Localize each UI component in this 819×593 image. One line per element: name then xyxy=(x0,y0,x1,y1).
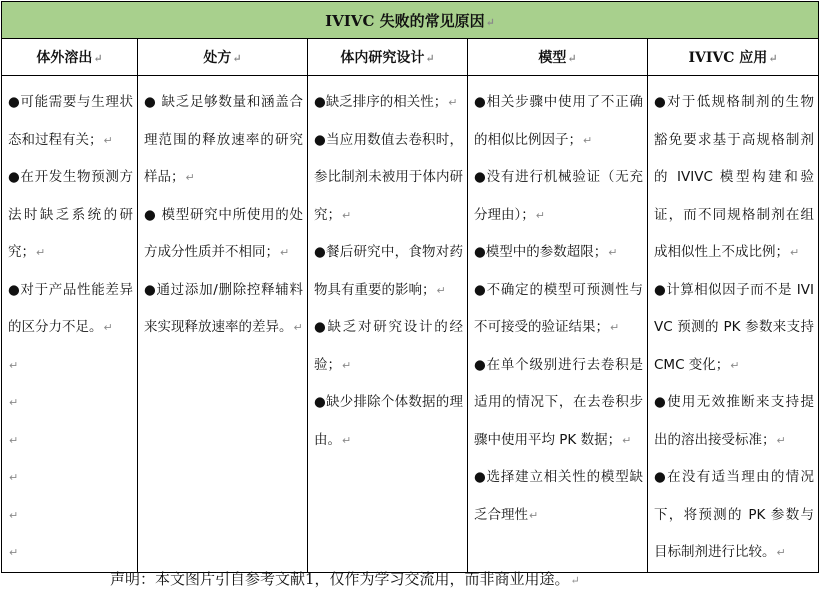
paragraph-mark-icon: ↵ xyxy=(790,246,800,259)
paragraph-mark-icon: ↵ xyxy=(622,433,632,447)
list-item-text: ●可能需要与生理状态和过程有关； xyxy=(8,94,133,148)
paragraph-mark-icon: ↵ xyxy=(9,471,19,484)
column-header-label: 体内研究设计 xyxy=(340,50,425,66)
paragraph-mark-icon: ↵ xyxy=(535,208,545,222)
column-body xyxy=(308,76,468,573)
list-item xyxy=(654,272,814,385)
paragraph-mark-icon: ↵ xyxy=(9,508,19,522)
list-item xyxy=(314,309,463,384)
list-item xyxy=(474,459,643,534)
empty-paragraph xyxy=(8,497,133,535)
paragraph-mark-icon: ↵ xyxy=(567,52,577,65)
table-title: IVIVC 失败的常见原因 xyxy=(325,11,485,30)
list-item-text: ●餐后研究中，食物对药物具有重要的影响； xyxy=(314,244,463,298)
list-item xyxy=(314,384,463,459)
list-item-text: ●对于低规格制剂的生物豁免要求基于高规格制剂的 IVIVC 模型构建和验证，而不同规格制剂在组成相似性上不成比例； xyxy=(654,94,814,260)
list-item-text: ●对于产品性能差异的区分力不足。 xyxy=(8,281,133,335)
column-header xyxy=(308,39,468,76)
footer-text: 声明：本文图片引自参考文献1，仅作为学习交流用，而非商业用途。 xyxy=(110,570,570,588)
paragraph-mark-icon: ↵ xyxy=(232,52,242,65)
paragraph-mark-icon: ↵ xyxy=(425,52,435,65)
paragraph-mark-icon: ↵ xyxy=(570,574,580,587)
paragraph-mark-icon: ↵ xyxy=(103,321,113,334)
list-item-text: ●没有进行机械验证（无充分理由）； xyxy=(474,169,643,223)
list-item-text: ●相关步骤中使用了不正确的相似比例因子； xyxy=(474,94,643,148)
list-item xyxy=(474,159,643,234)
column-header-label: 体外溶出 xyxy=(36,50,93,66)
paragraph-mark-icon: ↵ xyxy=(185,171,195,184)
list-item-text: ●模型中的参数超限； xyxy=(474,244,608,260)
list-item-text: ●缺乏对研究设计的经验； xyxy=(314,319,463,373)
list-item xyxy=(654,384,814,459)
paragraph-mark-icon: ↵ xyxy=(342,358,352,372)
paragraph-mark-icon: ↵ xyxy=(9,546,19,559)
column-body xyxy=(468,76,648,573)
paragraph-mark-icon: ↵ xyxy=(776,546,786,559)
list-item-text: ● 模型研究中所使用的处方成分性质并不相同； xyxy=(144,206,303,260)
footer-disclaimer xyxy=(110,568,580,589)
list-item xyxy=(8,84,133,159)
paragraph-mark-icon: ↵ xyxy=(93,52,103,65)
empty-paragraph xyxy=(8,534,133,572)
list-item xyxy=(144,197,303,272)
list-item xyxy=(474,347,643,460)
column-body xyxy=(2,76,138,573)
empty-paragraph xyxy=(8,384,133,422)
paragraph-mark-icon: ↵ xyxy=(485,15,495,29)
list-item xyxy=(474,234,643,272)
list-item-text: ●在开发生物预测方法时缺乏系统的研究； xyxy=(8,169,133,260)
paragraph-mark-icon: ↵ xyxy=(436,283,446,297)
empty-paragraph xyxy=(8,347,133,385)
paragraph-mark-icon: ↵ xyxy=(293,321,303,334)
paragraph-mark-icon: ↵ xyxy=(342,433,352,447)
list-item xyxy=(144,84,303,197)
column-header-label: 模型 xyxy=(538,50,567,66)
list-item xyxy=(8,272,133,347)
paragraph-mark-icon: ↵ xyxy=(448,96,458,109)
column-header-label: 处方 xyxy=(203,50,232,66)
list-item xyxy=(474,84,643,159)
table-title-cell xyxy=(2,2,819,39)
column-header xyxy=(2,39,138,76)
column-header-label: IVIVC 应用 xyxy=(688,50,768,66)
paragraph-mark-icon: ↵ xyxy=(610,321,620,334)
list-item xyxy=(314,122,463,235)
list-item-text: ●使用无效推断来支持提出的溶出接受标准； xyxy=(654,394,814,448)
header-row xyxy=(2,39,819,76)
column-header xyxy=(648,39,819,76)
list-item-text: ●当应用数值去卷积时，参比制剂未被用于体内研究； xyxy=(314,131,463,223)
list-item-text: ●不确定的模型可预测性与不可接受的验证结果； xyxy=(474,281,643,335)
paragraph-mark-icon: ↵ xyxy=(9,396,19,409)
list-item xyxy=(654,84,814,272)
list-item-text: ●缺少排除个体数据的理由。 xyxy=(314,394,463,448)
ivivc-failure-table xyxy=(1,1,819,573)
empty-paragraph xyxy=(8,422,133,460)
list-item-text: ● 缺乏足够数量和涵盖合理范围的释放速率的研究样品； xyxy=(144,94,303,185)
paragraph-mark-icon: ↵ xyxy=(9,358,19,372)
paragraph-mark-icon: ↵ xyxy=(529,508,539,522)
paragraph-mark-icon: ↵ xyxy=(103,133,113,147)
list-item xyxy=(474,272,643,347)
list-item-text: ●选择建立相关性的模型缺乏合理性 xyxy=(474,469,643,523)
content-row xyxy=(2,76,819,573)
paragraph-mark-icon: ↵ xyxy=(768,52,778,65)
column-header xyxy=(468,39,648,76)
list-item-text: ●在没有适当理由的情况下，将预测的 PK 参数与目标制剂进行比较。 xyxy=(654,469,814,560)
paragraph-mark-icon: ↵ xyxy=(583,133,593,147)
list-item xyxy=(144,272,303,347)
paragraph-mark-icon: ↵ xyxy=(730,358,740,372)
column-header xyxy=(138,39,308,76)
list-item xyxy=(654,459,814,572)
paragraph-mark-icon: ↵ xyxy=(9,433,19,447)
paragraph-mark-icon: ↵ xyxy=(776,433,786,447)
column-body xyxy=(648,76,819,573)
list-item-text: ●在单个级别进行去卷积是适用的情况下，在去卷积步骤中使用平均 PK 数据； xyxy=(474,356,643,448)
paragraph-mark-icon: ↵ xyxy=(36,246,46,259)
paragraph-mark-icon: ↵ xyxy=(342,208,352,222)
list-item xyxy=(8,159,133,272)
list-item xyxy=(314,234,463,309)
list-item xyxy=(314,84,463,122)
empty-paragraph xyxy=(8,459,133,497)
paragraph-mark-icon: ↵ xyxy=(280,246,290,259)
list-item-text: ●计算相似因子而不是 IVIVC 预测的 PK 参数来支持 CMC 变化； xyxy=(654,281,814,373)
list-item-text: ●缺乏排序的相关性； xyxy=(314,94,448,110)
column-body xyxy=(138,76,308,573)
list-item-text: ●通过添加/删除控释辅料来实现释放速率的差异。 xyxy=(144,281,303,335)
paragraph-mark-icon: ↵ xyxy=(608,246,618,259)
